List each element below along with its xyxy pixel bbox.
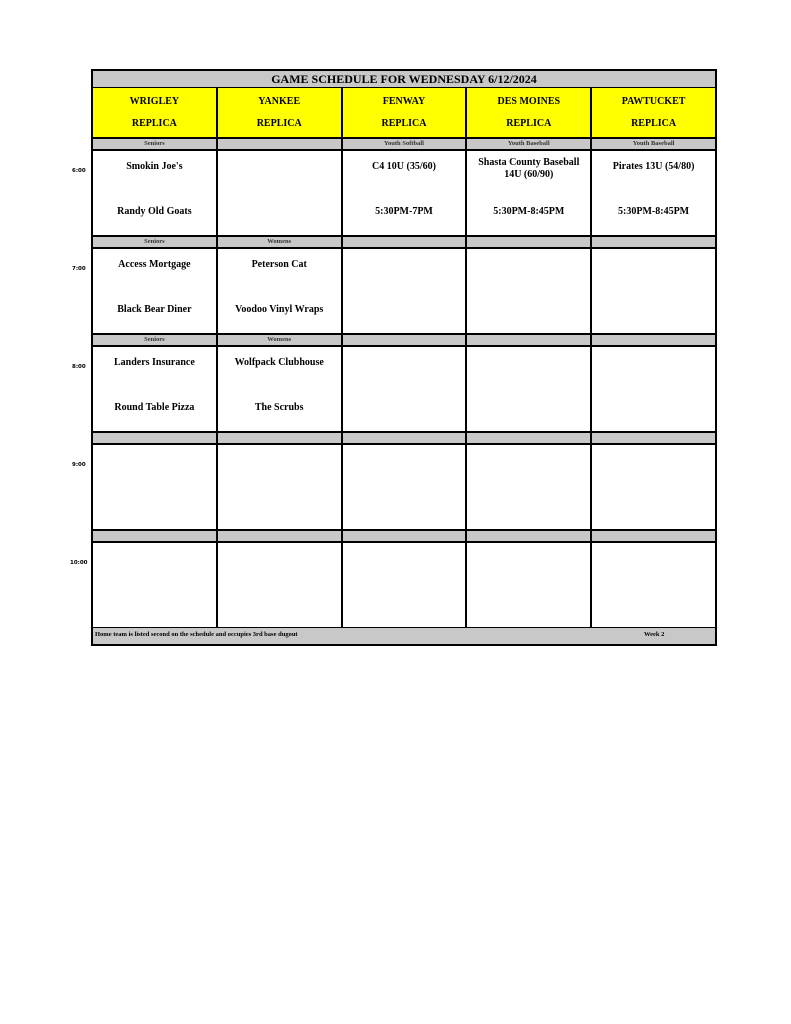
time-label-9pm: 9:00 bbox=[72, 462, 86, 468]
time-label-10pm: 10:00 bbox=[70, 560, 88, 566]
field-header-pawtucket bbox=[592, 88, 715, 137]
category-row bbox=[93, 237, 715, 249]
category-cell bbox=[592, 433, 715, 443]
category-cell: Seniors bbox=[93, 335, 218, 345]
category-cell bbox=[343, 335, 468, 345]
game-cell bbox=[592, 543, 715, 627]
category-cell: Seniors bbox=[93, 139, 218, 149]
field-header-fenway bbox=[343, 88, 468, 137]
category-cell bbox=[218, 139, 343, 149]
category-cell bbox=[93, 531, 218, 541]
game-cell bbox=[467, 151, 592, 235]
game-cell bbox=[592, 249, 715, 333]
away-team: Access Mortgage bbox=[118, 259, 191, 270]
time-slot-block bbox=[93, 531, 715, 629]
game-cell bbox=[343, 445, 468, 529]
game-row bbox=[93, 151, 715, 237]
time-label-6pm: 6:00 bbox=[72, 168, 86, 174]
time-slot-block bbox=[93, 139, 715, 237]
category-cell bbox=[592, 237, 715, 247]
game-cell bbox=[592, 151, 715, 235]
game-cell bbox=[218, 151, 343, 235]
game-cell bbox=[467, 249, 592, 333]
category-cell bbox=[467, 237, 592, 247]
away-team: Wolfpack Clubhouse bbox=[234, 357, 324, 368]
category-cell bbox=[592, 335, 715, 345]
game-cell bbox=[467, 543, 592, 627]
game-cell bbox=[218, 543, 343, 627]
field-header-yankee bbox=[218, 88, 343, 137]
away-team: Shasta County Baseball 14U (60/90) bbox=[478, 157, 580, 180]
category-cell: Youth Baseball bbox=[592, 139, 715, 149]
category-row bbox=[93, 335, 715, 347]
category-cell bbox=[93, 433, 218, 443]
time-label-8pm: 8:00 bbox=[72, 364, 86, 370]
away-team: Peterson Cat bbox=[251, 259, 307, 270]
game-cell bbox=[592, 445, 715, 529]
field-subname: REPLICA bbox=[631, 117, 677, 129]
time-label-7pm: 7:00 bbox=[72, 266, 86, 272]
game-row bbox=[93, 347, 715, 433]
category-cell bbox=[592, 531, 715, 541]
game-row bbox=[93, 445, 715, 531]
home-team: Black Bear Diner bbox=[117, 304, 192, 315]
game-row bbox=[93, 249, 715, 335]
category-cell bbox=[467, 433, 592, 443]
game-cell bbox=[218, 249, 343, 333]
field-name: FENWAY bbox=[382, 96, 426, 108]
time-slot-block bbox=[93, 237, 715, 335]
field-header-des-moines bbox=[467, 88, 592, 137]
game-cell bbox=[93, 249, 218, 333]
home-team: Round Table Pizza bbox=[114, 402, 195, 413]
game-time-range: 5:30PM-8:45PM bbox=[618, 206, 690, 217]
game-cell bbox=[93, 151, 218, 235]
category-cell bbox=[467, 335, 592, 345]
game-cell bbox=[592, 347, 715, 431]
time-slot-block bbox=[93, 433, 715, 531]
away-team: Smokin Joe's bbox=[126, 161, 183, 172]
game-cell bbox=[218, 347, 343, 431]
game-cell bbox=[467, 347, 592, 431]
away-team: Landers Insurance bbox=[113, 357, 195, 368]
category-cell: Womens bbox=[218, 237, 343, 247]
game-cell bbox=[467, 445, 592, 529]
category-cell bbox=[343, 531, 468, 541]
category-cell bbox=[467, 531, 592, 541]
field-name: WRIGLEY bbox=[129, 96, 180, 108]
game-cell bbox=[343, 543, 468, 627]
game-cell bbox=[93, 445, 218, 529]
category-row bbox=[93, 531, 715, 543]
field-name: PAWTUCKET bbox=[621, 96, 686, 108]
home-team: Voodoo Vinyl Wraps bbox=[235, 304, 324, 315]
game-cell bbox=[343, 347, 468, 431]
field-subname: REPLICA bbox=[131, 117, 177, 129]
game-cell bbox=[93, 543, 218, 627]
away-team: C4 10U (35/60) bbox=[372, 161, 436, 172]
field-name: DES MOINES bbox=[497, 96, 561, 108]
time-slot-block bbox=[93, 335, 715, 433]
category-cell bbox=[218, 531, 343, 541]
game-cell bbox=[343, 249, 468, 333]
game-row bbox=[93, 543, 715, 629]
game-time-range: 5:30PM-8:45PM bbox=[493, 206, 565, 217]
category-cell: Youth Softball bbox=[343, 139, 468, 149]
schedule-footer bbox=[93, 628, 715, 644]
category-cell bbox=[218, 433, 343, 443]
category-cell: Womens bbox=[218, 335, 343, 345]
home-team-note: Home team is listed second on the schedule and occupies 3rd base dugout bbox=[95, 631, 298, 638]
category-row bbox=[93, 139, 715, 151]
category-cell: Youth Baseball bbox=[467, 139, 592, 149]
field-subname: REPLICA bbox=[506, 117, 552, 129]
game-time-range: 5:30PM-7PM bbox=[375, 206, 433, 217]
category-row bbox=[93, 433, 715, 445]
schedule-title: GAME SCHEDULE FOR WEDNESDAY 6/12/2024 bbox=[93, 71, 715, 88]
category-cell: Seniors bbox=[93, 237, 218, 247]
field-name: YANKEE bbox=[258, 96, 301, 108]
week-label: Week 2 bbox=[644, 631, 665, 638]
field-header-wrigley bbox=[93, 88, 218, 137]
game-cell bbox=[343, 151, 468, 235]
field-subname: REPLICA bbox=[256, 117, 302, 129]
category-cell bbox=[343, 237, 468, 247]
schedule-sheet bbox=[91, 69, 717, 646]
field-subname: REPLICA bbox=[381, 117, 427, 129]
game-cell bbox=[218, 445, 343, 529]
category-cell bbox=[343, 433, 468, 443]
home-team: The Scrubs bbox=[254, 402, 304, 413]
game-cell bbox=[93, 347, 218, 431]
home-team: Randy Old Goats bbox=[117, 206, 192, 217]
field-header-row bbox=[93, 88, 715, 139]
away-team: Pirates 13U (54/80) bbox=[612, 161, 695, 172]
